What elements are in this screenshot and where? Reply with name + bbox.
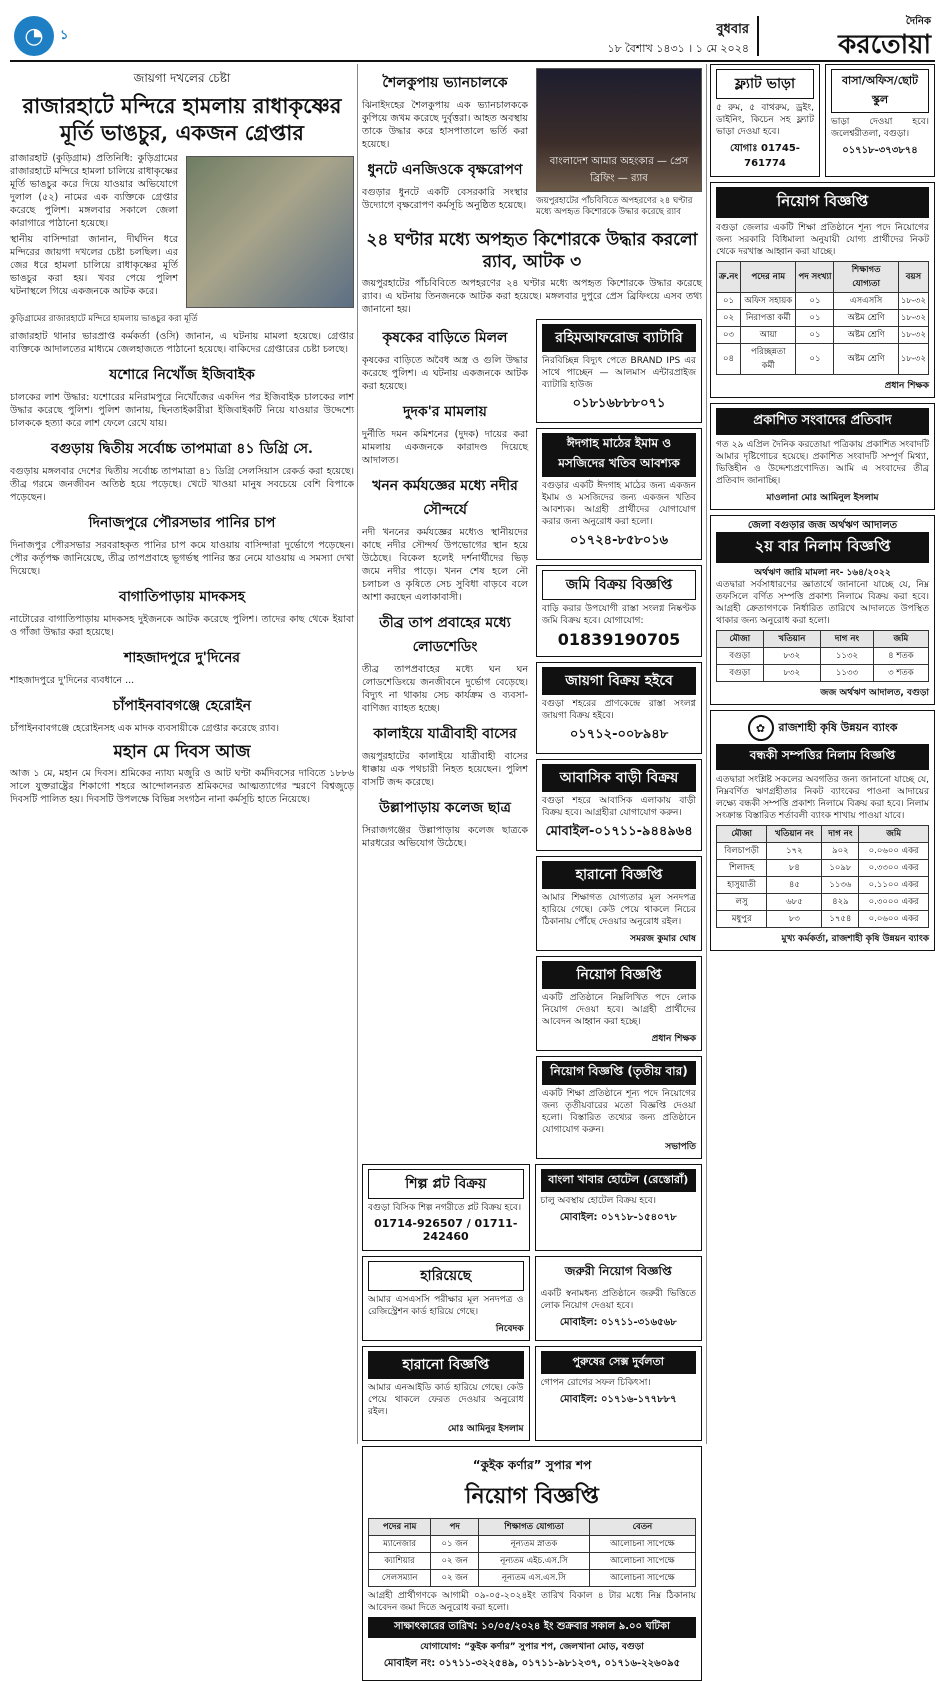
table-cell: ৮৩২ xyxy=(763,648,821,665)
table-cell: ০১ xyxy=(796,310,834,327)
page-number: ১ xyxy=(60,28,69,43)
story-body: সিরাজগঞ্জের উল্লাপাড়ায় কলেজ ছাত্রকে মারধরের অভিযোগ উঠেছে। xyxy=(362,825,528,849)
table-header: পদ xyxy=(431,1519,479,1536)
industrial-plot-ad xyxy=(362,1164,530,1251)
table-cell: অষ্টম শ্রেণি xyxy=(834,327,898,344)
table-cell: ০২ জন xyxy=(431,1553,479,1570)
story-body: দিনাজপুর পৌরসভার সরবরাহকৃত পানির চাপ কমে যাওয়ায় বাসিন্দারা দুর্ভোগে পড়েছেন। পৌর কর্তৃপক্ষ জানিয়েছে, তীব্র তাপপ্রবাহে ভূগর্ভস্থ পানির স্তর নেমে যাওয়ায় এ সমস্যা দেখা দিয়েছে। xyxy=(10,540,354,577)
story-body: তীব্র তাপপ্রবাহের মধ্যে ঘন ঘন লোডশেডিংয়ে জনজীবনে দুর্ভোগ বেড়েছে। বিদ্যুৎ না থাকায় সেচ কার্যক্রম ও ব্যবসা-বাণিজ্য ব্যাহত হচ্ছে। xyxy=(362,664,528,714)
ad-title: ফ্ল্যাট ভাড়া xyxy=(716,69,814,99)
ad-text: বগুড়া জেলার একটি শিক্ষা প্রতিষ্ঠানে শূন্য পদে নিয়োগের জন্য সরকারি বিধিমালা অনুযায়ী যোগ্য প্রার্থীদের নিকট থেকে দরখাস্ত আহ্বান করা যাচ্ছে। xyxy=(716,223,929,257)
story-body: দুর্নীতি দমন কমিশনের (দুদক) দায়ের করা মামলায় একজনকে কারাদণ্ড দিয়েছে আদালত। xyxy=(362,429,528,466)
story-headline: বগুড়ায় দ্বিতীয় সর্বোচ্চ তাপমাত্রা ৪১ ডিগ্রি সে. xyxy=(51,441,313,457)
table-row xyxy=(717,648,929,665)
day-label: বুধবার xyxy=(716,22,749,37)
table-cell: ১৮-৩২ xyxy=(898,310,928,327)
column-a xyxy=(10,64,354,1452)
table-cell: ১৭২ xyxy=(767,843,822,860)
ad-phone: মোবাইল: ০১৭১১-৩১৬৫৬৮ xyxy=(559,1317,677,1328)
clinic-ad xyxy=(535,1346,703,1441)
table-cell: ০১ xyxy=(796,344,834,375)
recruit-table-ad xyxy=(710,182,935,398)
dateline: ১৮ বৈশাখ ১৪৩১ । ১ মে ২০২৪ xyxy=(607,42,749,55)
ad-text: বগুড়া বিসিক শিল্প নগরীতে প্লট বিক্রয় হবে। xyxy=(368,1203,522,1213)
ad-text: আমার এসএসসি পরীক্ষার মূল সনদপত্র ও রেজিস্ট্রেশন কার্ড হারিয়ে গেছে। xyxy=(368,1295,524,1317)
ad-text: বাড়ি করার উপযোগী রাস্তা সংলগ্ন নিষ্কণ্টক জমি বিক্রয় হবে। যোগাযোগ: xyxy=(542,604,696,626)
story-headline: চাঁপাইনবাবগঞ্জে হেরোইন xyxy=(112,698,252,714)
recruit-table xyxy=(368,1518,696,1587)
table-cell: ১১৩৩ xyxy=(821,665,874,682)
bank-auction-notice xyxy=(710,710,935,951)
table-row xyxy=(369,1553,696,1570)
table-cell: পরিচ্ছন্নতা কর্মী xyxy=(741,344,796,375)
table-cell: ক্যাশিয়ার xyxy=(369,1553,431,1570)
table-header: বেতন xyxy=(589,1519,695,1536)
ad-title: জায়গা বিক্রয় হইবে xyxy=(542,667,696,695)
rab-headline: ২৪ ঘণ্টার মধ্যে অপহৃত কিশোরকে উদ্ধার করলো র‌্যাব, আটক ৩ xyxy=(366,230,698,272)
ips-ad xyxy=(536,319,702,423)
table-row xyxy=(717,293,929,310)
ad-title: ঈদগাহ মাঠের ইমাম ও মসজিদের খতিব আবশ্যক xyxy=(542,433,696,477)
table-cell: বগুড়া xyxy=(717,648,764,665)
story-headline: কৃষকের বাড়িতে মিলল xyxy=(382,330,508,346)
lead-headline: রাজারহাটে মন্দিরে হামলায় রাধাকৃষ্ণের মূর্তি ভাঙচুর, একজন গ্রেপ্তার xyxy=(22,93,342,145)
press-banner: বাংলাদেশ আমার অহংকার — প্রেস ব্রিফিং — র‌্যাব xyxy=(549,156,689,184)
lost-notice-ad xyxy=(536,856,702,951)
ad-phone: ০১৮১৬৮৮৮০৭১ xyxy=(572,396,666,411)
column-divider xyxy=(706,64,707,1444)
ad-title: হারানো বিজ্ঞপ্তি xyxy=(542,861,696,889)
table-header: খতিয়ান xyxy=(763,631,821,648)
ad-contact: যোগাযোগ: “কুইক কর্ণার” সুপার শপ, জেলখানা মোড়, বগুড়া xyxy=(420,1642,644,1652)
house-sale-ad xyxy=(536,759,702,851)
office-rent-ad xyxy=(825,64,935,177)
table-cell: ০২ xyxy=(717,310,741,327)
ad-signature: প্রধান শিক্ষক xyxy=(651,1034,696,1044)
table-cell: অষ্টম শ্রেণি xyxy=(834,310,898,327)
table-cell: ১৭৫৪ xyxy=(822,911,859,928)
ad-phone: মোবাইল নং: ০১৭১১-৩২২৫৪৯, ০১৭১১-৯৮১২৩৭, ০১৭১৬-২২৬০৯৫ xyxy=(383,1658,681,1669)
column-divider xyxy=(357,64,358,1444)
ad-signature: প্রধান শিক্ষক xyxy=(884,381,929,391)
ad-signature: জজ অর্থঋণ আদালত, বগুড়া xyxy=(820,688,929,698)
masthead-rule xyxy=(10,60,935,62)
court-name: জেলা বগুড়ার জজ অর্থঋণ আদালত xyxy=(747,520,898,531)
story-headline: বাগাতিপাড়ায় মাদকসহ xyxy=(119,589,245,605)
imam-ad xyxy=(536,428,702,560)
table-cell: ০৩ xyxy=(717,327,741,344)
case-number: অর্থঋণ জারি মামলা নং- ১৬৪/২০২২ xyxy=(754,568,891,578)
table-header: পদের নাম xyxy=(369,1519,431,1536)
ad-text: একটি শিক্ষা প্রতিষ্ঠানে শূন্য পদে নিয়োগের জন্য তৃতীয়বারের মতো বিজ্ঞপ্তি দেওয়া হলো। বিস্তারিত তথ্যের জন্য প্রতিষ্ঠানে যোগাযোগ করুন। xyxy=(542,1089,696,1135)
table-cell: ০১ xyxy=(796,327,834,344)
ad-phone: মোবাইল: ০১৭১৬-১৭৭৮৮৭ xyxy=(559,1394,677,1405)
rab-caption: জয়পুরহাটের পাঁচবিবিতে অপহরণের ২৪ ঘণ্টার মধ্যে অপহৃত কিশোরকে উদ্ধার করেছে র‌্যাব xyxy=(536,196,693,217)
ad-title: নিয়োগ বিজ্ঞপ্তি xyxy=(716,187,929,218)
story-headline: ধুনটে এনজিওকে বৃক্ষরোপণ xyxy=(367,162,523,178)
ad-text: ভাড়া দেওয়া হবে। জলেশ্বরীতলা, বগুড়া। xyxy=(831,117,929,139)
masthead xyxy=(0,0,945,62)
flat-rent-ad xyxy=(710,64,820,177)
table-cell: এসএসসি xyxy=(834,293,898,310)
ad-phone: মোবাইল: ০১৭১৮-১৫৪০৭৮ xyxy=(559,1212,677,1223)
story-body: নদী খননের কর্মযজ্ঞের মধ্যেও স্থানীয়দের কাছে নদীর সৌন্দর্য উপভোগের স্থান হয়ে উঠেছে। বিকেল হলেই দর্শনার্থীদের ভিড় জমে নদীর পাড়ে। খনন শেষ হলে নৌ চলাচল ও কৃষিতে সেচ সুবিধা বাড়বে বলে আশা করছেন এলাকাবাসী। xyxy=(362,527,528,603)
table-header: দাগ নং xyxy=(821,631,874,648)
bank-header xyxy=(716,715,929,741)
brand xyxy=(767,14,931,59)
urgent-recruit-ad xyxy=(535,1256,703,1341)
mayday-headline: মহান মে দিবস আজ xyxy=(113,742,251,762)
ad-text: এতদ্বারা সংশ্লিষ্ট সকলের অবগতির জন্য জানানো যাচ্ছে যে, নিম্নবর্ণিত ঋণগ্রহীতার নিকট ব্যাংকের পাওনা আদায়ের লক্ষ্যে বন্ধকী সম্পত্তি প্রকাশ্য নিলামে বিক্রয় করা হবে। নিলাম সংক্রান্ত বিস্তারিত শর্তাবলী ব্যাংক শাখায় পাওয়া যাবে। xyxy=(716,775,929,821)
ad-text: বগুড়া শহরের প্রাণকেন্দ্রে রাস্তা সংলগ্ন জায়গা বিক্রয় হইবে। xyxy=(542,699,696,721)
lead-body: স্থানীয় বাসিন্দারা জানান, দীর্ঘদিন ধরে মন্দিরের জায়গা দখলের চেষ্টা চলছিল। এর জের ধরে হামলা চালিয়ে রাধাকৃষ্ণের মূর্তি ভাঙচুর করা হয়। খবর পেয়ে পুলিশ ঘটনাস্থলে গিয়ে একজনকে আটক করে। xyxy=(10,234,178,297)
table-cell: ০১ xyxy=(796,293,834,310)
story-headline: দিনাজপুরে পৌরসভার পানির চাপ xyxy=(88,515,276,531)
table-row xyxy=(717,344,929,375)
table-cell: ০১ xyxy=(717,293,741,310)
ad-text: আমার শিক্ষাগত যোগ্যতার মূল সনদপত্র হারিয়ে গেছে। কেউ পেয়ে থাকলে নিচের ঠিকানায় পৌঁছে দেওয়ার অনুরোধ রইল। xyxy=(542,893,696,927)
ad-text: আমার এনআইডি কার্ড হারিয়ে গেছে। কেউ পেয়ে থাকলে ফেরত দেওয়ার অনুরোধ রইল। xyxy=(368,1383,524,1417)
ad-title: প্রকাশিত সংবাদের প্রতিবাদ xyxy=(716,408,929,435)
ad-title: পুরুষের সেক্স দুর্বলতা xyxy=(541,1351,697,1374)
table-cell: নূন্যতম স্নাতক xyxy=(479,1536,590,1553)
ad-title: শিল্প প্লট বিক্রয় xyxy=(368,1169,524,1199)
table-header: মৌজা xyxy=(717,631,764,648)
ad-text: আগ্রহী প্রার্থীগণকে আগামী ০৯-০৫-২০২৪ইং তারিখ বিকাল ৪ টার মধ্যে নিম্ন ঠিকানায় আবেদন জমা দিতে অনুরোধ করা হলো। xyxy=(368,1591,696,1613)
ad-phone: মোবাইল-০১৭১১-৯৪৪৯৬৪ xyxy=(545,824,693,839)
ad-title: হারিয়েছে xyxy=(368,1261,524,1291)
table-cell: হাসুয়াতী xyxy=(717,877,767,894)
ad-title: নিয়োগ বিজ্ঞপ্তি xyxy=(465,1483,599,1509)
ad-signature: মুখ্য কর্মকর্তা, রাজশাহী কৃষি উন্নয়ন ব্যাংক xyxy=(781,934,929,944)
table-cell: ১৮-৩২ xyxy=(898,327,928,344)
table-cell: ০.০৬০০ একর xyxy=(859,843,929,860)
ad-title: জরুরী নিয়োগ বিজ্ঞপ্তি xyxy=(564,1264,672,1278)
ad-text: গোপন রোগের সফল চিকিৎসা। xyxy=(540,1378,651,1388)
table-cell: ৯০২ xyxy=(822,843,859,860)
table-row xyxy=(717,911,929,928)
story-body: চালকের লাশ উদ্ধার: যশোরের মনিরামপুরে নিখোঁজের একদিন পর ইজিবাইক চালকের লাশ উদ্ধার করেছে পুলিশ। পুলিশ জানায়, ছিনতাইকারীরা ইজিবাইকটি নিয়ে যাওয়ার উদ্দেশ্যে চালককে হত্যা করে লাশ ফেলে রেখে যায়। xyxy=(10,392,354,429)
brand-name: করতোয়া xyxy=(838,30,931,60)
story-body: কৃষকের বাড়িতে অবৈধ অস্ত্র ও গুলি উদ্ধার করেছে পুলিশ। এ ঘটনায় একজনকে আটক করা হয়েছে। xyxy=(362,355,528,392)
protest-notice xyxy=(710,403,935,510)
recruit-ad xyxy=(536,956,702,1051)
ad-signature: মোঃ আমিনুর ইসলাম xyxy=(447,1424,524,1434)
mortgage-property-table xyxy=(716,825,929,928)
table-row xyxy=(717,877,929,894)
land-sale-ad xyxy=(536,565,702,657)
column-b xyxy=(362,64,702,1669)
table-header: জমি xyxy=(859,826,929,843)
story-body: জয়পুরহাটের কালাইয়ে যাত্রীবাহী বাসের ধাক্কায় এক পথচারী নিহত হয়েছেন। পুলিশ বাসটি জব্দ করেছে। xyxy=(362,751,528,788)
ad-text: বগুড়ার একটি ঈদগাহ মাঠের জন্য একজন ইমাম ও মসজিদের জন্য একজন খতিব আবশ্যক। আগ্রহী প্রার্থীদের যোগাযোগ করার জন্য অনুরোধ করা হলো। xyxy=(542,481,696,527)
table-cell: আলোচনা সাপেক্ষে xyxy=(589,1570,695,1587)
table-cell: ১১৩৬ xyxy=(822,877,859,894)
story-headline: খনন কর্মযজ্ঞের মধ্যে নদীর সৌন্দর্যে xyxy=(372,478,518,518)
ad-title: আবাসিক বাড়ী বিক্রয় xyxy=(542,764,696,792)
table-cell: বিলচাপড়ী xyxy=(717,843,767,860)
table-header: বয়স xyxy=(898,262,928,293)
story-headline: যশোরে নিখোঁজ ইজিবাইক xyxy=(109,367,255,383)
ad-text: ৫ রুম, ৫ বাথরুম, ড্রইং, ডাইনিং, কিচেন সহ ফ্ল্যাট ভাড়া দেওয়া হবে। xyxy=(716,103,814,137)
table-cell: ৬৮৫ xyxy=(767,894,822,911)
table-cell: ১০৯৮ xyxy=(822,860,859,877)
story-body: বগুড়ার ধুনটে একটি বেসরকারি সংস্থার উদ্যোগে বৃক্ষরোপণ কর্মসূচি অনুষ্ঠিত হয়েছে। xyxy=(362,187,528,211)
table-cell: ০৪ xyxy=(717,344,741,375)
story-body: নাটোরের বাগাতিপাড়ায় মাদকসহ দুইজনকে আটক করেছে পুলিশ। তাদের কাছ থেকে ইয়াবা ও গাঁজা উদ্ধার করা হয়েছে। xyxy=(10,614,354,638)
table-cell: ৪ শতক xyxy=(873,648,928,665)
table-cell: লসু xyxy=(717,894,767,911)
ad-phone: ০১৭২৪-৮৫৮০১৬ xyxy=(569,533,669,548)
table-cell: নিরাপত্তা কর্মী xyxy=(741,310,796,327)
ad-title: হারানো বিজ্ঞপ্তি xyxy=(368,1351,524,1379)
bank-seal-icon: ✿ xyxy=(748,715,774,741)
table-row xyxy=(717,665,929,682)
table-cell: অফিস সহায়ক xyxy=(741,293,796,310)
table-row xyxy=(369,1570,696,1587)
mayday-body: আজ ১ মে, মহান মে দিবস। শ্রমিকের ন্যায্য মজুরি ও আট ঘণ্টা কর্মদিবসের দাবিতে ১৮৮৬ সালে যুক্তরাষ্ট্রের শিকাগো শহরে আন্দোলনরত শ্রমিকদের আত্মত্যাগের স্মরণে বিশ্বজুড়ে দিবসটি পালিত হয়। দিবসটি উপলক্ষে বিভিন্ন সংগঠন নানা কর্মসূচি হাতে নিয়েছে। xyxy=(10,768,354,805)
ad-text: এতদ্বারা সর্বসাধারণের জ্ঞাতার্থে জানানো যাচ্ছে যে, নিম্ন তফসিলে বর্ণিত সম্পত্তি প্রকাশ্য নিলামে বিক্রয় করা হবে। আগ্রহী ক্রেতাগণকে নির্ধারিত তারিখে আদালতে উপস্থিত থাকার জন্য অনুরোধ করা হলো। xyxy=(716,580,929,626)
property-table xyxy=(716,630,929,682)
press-briefing-photo xyxy=(536,68,702,192)
ad-title: রহিমআফরোজ ব্যাটারি xyxy=(542,324,696,352)
table-header: দাগ নং xyxy=(822,826,859,843)
table-cell: ম্যানেজার xyxy=(369,1536,431,1553)
ad-title: নিয়োগ বিজ্ঞপ্তি xyxy=(542,961,696,989)
table-cell: ৪৫ xyxy=(767,877,822,894)
lead-photo xyxy=(186,156,354,308)
hotel-sale-ad xyxy=(535,1164,703,1251)
table-cell: ৮৩ xyxy=(767,911,822,928)
ad-phone: 01839190705 xyxy=(557,630,681,649)
table-cell: ১১৩২ xyxy=(821,648,874,665)
table-cell: আয়া xyxy=(741,327,796,344)
story-body: ঝিনাইদহের শৈলকুপায় এক ভ্যানচালককে কুপিয়ে জখম করেছে দুর্বৃত্তরা। আহত অবস্থায় তাকে উদ্ধার করে হাসপাতালে ভর্তি করা হয়েছে। xyxy=(362,100,528,150)
story-headline: শৈলকুপায় ভ্যানচালকে xyxy=(382,75,508,91)
table-cell: ০১ জন xyxy=(431,1536,479,1553)
table-cell: অষ্টম শ্রেণি xyxy=(834,344,898,375)
bank-name: রাজশাহী কৃষি উন্নয়ন ব্যাংক xyxy=(778,720,898,734)
ad-title: ২য় বার নিলাম বিজ্ঞপ্তি xyxy=(716,532,929,563)
brand-prefix: দৈনিক xyxy=(905,16,931,27)
table-cell: ৮৪ xyxy=(767,860,822,877)
ad-kicker: “কুইক কর্ণার” সুপার শপ xyxy=(472,1458,592,1472)
ad-signature: নিবেদক xyxy=(495,1324,524,1334)
recruit-third-ad xyxy=(536,1056,702,1159)
table-row xyxy=(717,310,929,327)
table-row xyxy=(717,327,929,344)
table-cell: ০.৩৩০০ একর xyxy=(859,860,929,877)
ad-text: গত ২৯ এপ্রিল দৈনিক করতোয়া পত্রিকায় প্রকাশিত সংবাদটি আমার দৃষ্টিগোচর হয়েছে। প্রকাশিত সংবাদটি সম্পূর্ণ মিথ্যা, ভিত্তিহীন ও উদ্দেশ্যপ্রণোদিত। আমি এ সংবাদের তীব্র প্রতিবাদ জানাচ্ছি। xyxy=(716,440,929,486)
ad-title: বাসা/অফিস/ছোট স্কুল xyxy=(831,69,929,113)
table-cell: ০২ জন xyxy=(431,1570,479,1587)
ad-signature: সভাপতি xyxy=(665,1142,696,1152)
ad-signature: সমরজ কুমার ঘোষ xyxy=(630,934,696,944)
ad-title: নিয়োগ বিজ্ঞপ্তি (তৃতীয় বার) xyxy=(542,1061,696,1085)
recruit-positions-table xyxy=(716,261,929,375)
story-body: বগুড়ায় মঙ্গলবার দেশের দ্বিতীয় সর্বোচ্চ তাপমাত্রা ৪১ ডিগ্রি সেলসিয়াস রেকর্ড করা হয়েছে। তীব্র গরমে জনজীবন অতিষ্ঠ হয়ে পড়েছে। খেটে খাওয়া মানুষ সবচেয়ে বেশি বিপাকে পড়েছেন। xyxy=(10,466,354,503)
ad-title: বন্ধকী সম্পত্তির নিলাম বিজ্ঞপ্তি xyxy=(716,744,929,770)
table-cell: নূন্যতম এইচ.এস.সি xyxy=(479,1553,590,1570)
table-cell: নূন্যতম এস.এস.সি xyxy=(479,1570,590,1587)
table-header: শিক্ষাগত যোগ্যতা xyxy=(479,1519,590,1536)
lost-nid-ad xyxy=(362,1346,530,1441)
table-cell: ১৮-৩২ xyxy=(898,344,928,375)
table-cell: ০.১১০০ একর xyxy=(859,877,929,894)
table-row xyxy=(717,843,929,860)
super-shop-recruit-ad xyxy=(362,1446,702,1681)
masthead-divider xyxy=(757,16,759,56)
table-cell: সেলসম্যান xyxy=(369,1570,431,1587)
plot-sale-ad xyxy=(536,662,702,754)
lead-body: রাজারহাট থানার ভারপ্রাপ্ত কর্মকর্তা (ওসি) জানান, এ ঘটনায় মামলা হয়েছে। গ্রেপ্তার ব্যক্তিকে আদালতের মাধ্যমে জেলহাজতে পাঠানো হয়েছে। বাকিদের গ্রেপ্তারের চেষ্টা চলছে। xyxy=(10,331,354,355)
ad-text: নিরবিচ্ছিন্ন বিদ্যুৎ পেতে BRAND IPS এর সাথে পাচ্ছেন — আলমাস এন্টারপ্রাইজ ব্যাটারি হাউজ xyxy=(542,356,696,390)
ad-phone: 01714-926507 / 01711-242460 xyxy=(374,1217,518,1243)
story-headline: কালাইয়ে যাত্রীবাহী বাসের xyxy=(373,726,517,742)
table-cell: ০.৩০০০ একর xyxy=(859,894,929,911)
lead-kicker: জায়গা দখলের চেষ্টা xyxy=(133,71,231,85)
ad-text: একটি স্বনামধন্য প্রতিষ্ঠানে জরুরী ভিত্তিতে লোক নিয়োগ দেওয়া হবে। xyxy=(540,1289,696,1311)
table-cell: বগুড়া xyxy=(717,665,764,682)
lead-caption: কুড়িগ্রামের রাজারহাটে মন্দিরে হামলায় ভাঙচুর করা মূর্তি xyxy=(10,314,198,324)
table-cell: আলোচনা সাপেক্ষে xyxy=(589,1553,695,1570)
lead-body: রাজারহাট (কুড়িগ্রাম) প্রতিনিধি: কুড়িগ্রামের রাজারহাটে মন্দিরে হামলা চালিয়ে রাধাকৃষ্ণের মূর্তি ভাঙচুর করে দিয়ে যাওয়ার অভিযোগে দুলাল (৫২) নামের এক ব্যক্তিকে গ্রেপ্তার করেছে পুলিশ। মঙ্গলবার সকালে জেলা কারাগারে পাঠানো হয়েছে। xyxy=(10,153,178,229)
ad-text: চালু অবস্থায় হোটেল বিক্রয় হবে। xyxy=(540,1196,656,1206)
table-row xyxy=(717,860,929,877)
table-header: মৌজা xyxy=(717,826,767,843)
story-headline: দুদক'র মামলায় xyxy=(403,404,487,420)
table-cell: ৪২৯ xyxy=(822,894,859,911)
table-header: খতিয়ান নং xyxy=(767,826,822,843)
table-row xyxy=(717,894,929,911)
ad-title: বাংলা খাবার হোটেল (রেস্তোরাঁ) xyxy=(541,1169,697,1192)
table-header: জমি xyxy=(873,631,928,648)
ad-text: একটি প্রতিষ্ঠানে নিম্নলিখিত পদে লোক নিয়োগ দেওয়া হবে। আগ্রহী প্রার্থীদের আবেদন আহ্বান করা হচ্ছে। xyxy=(542,993,696,1027)
rab-body: জয়পুরহাটের পাঁচবিবিতে অপহরণের ২৪ ঘণ্টার মধ্যে অপহৃত কিশোরকে উদ্ধার করেছে র‌্যাব। এ ঘটনায় তিনজনকে আটক করা হয়েছে। মঙ্গলবার দুপুরে প্রেস ব্রিফিংয়ে এসব তথ্য জানানো হয়। xyxy=(362,278,702,315)
table-header: পদ সংখ্যা xyxy=(796,262,834,293)
table-cell: ৮৩২ xyxy=(763,665,821,682)
table-cell: ৩ শতক xyxy=(873,665,928,682)
table-header: শিক্ষাগত যোগ্যতা xyxy=(834,262,898,293)
newspaper-logo-icon: ◔ xyxy=(14,16,54,56)
ad-signature: মাওলানা মোঃ আমিনুল ইসলাম xyxy=(766,493,879,503)
table-cell: মধুপুর xyxy=(717,911,767,928)
ad-title: জমি বিক্রয় বিজ্ঞপ্তি xyxy=(542,570,696,600)
table-cell: আলোচনা সাপেক্ষে xyxy=(589,1536,695,1553)
lost-certificate-ad xyxy=(362,1256,530,1341)
column-c xyxy=(710,64,935,1452)
interview-date: সাক্ষাৎকারের তারিখ: ১০/০৫/২০২৪ ইং শুক্রবার সকাল ৯.০০ ঘটিকা xyxy=(368,1617,696,1638)
table-cell: শিলাদহ xyxy=(717,860,767,877)
table-cell: ১৮-৩২ xyxy=(898,293,928,310)
ad-phone: ০১৭১২-০০৮৯৪৮ xyxy=(569,727,669,742)
table-header: পদের নাম xyxy=(741,262,796,293)
ad-phone: যোগাঃ 01745-761774 xyxy=(730,143,800,169)
ad-text: বগুড়া শহরে আবাসিক এলাকায় বাড়ী বিক্রয় হবে। আগ্রহীরা যোগাযোগ করুন। xyxy=(542,796,696,818)
story-body: শাহজাদপুরে দু'দিনের ব্যবধানে ... xyxy=(10,675,135,686)
story-headline: তীব্র তাপ প্রবাহের মধ্যে লোডশেডিং xyxy=(379,615,511,655)
court-auction-notice xyxy=(710,515,935,705)
table-header: ক্র.নং xyxy=(717,262,741,293)
table-row xyxy=(369,1536,696,1553)
story-headline: শাহজাদপুরে দু'দিনের xyxy=(123,650,241,666)
table-cell: ০.০৬০০ একর xyxy=(859,911,929,928)
ad-phone: ০১৭১৮-৩৭৩৮৭৪ xyxy=(842,145,918,156)
story-body: চাঁপাইনবাবগঞ্জে হেরোইনসহ এক মাদক ব্যবসায়ীকে গ্রেপ্তার করেছে র‌্যাব। xyxy=(10,723,279,734)
story-headline: উল্লাপাড়ায় কলেজ ছাত্র xyxy=(379,800,511,816)
